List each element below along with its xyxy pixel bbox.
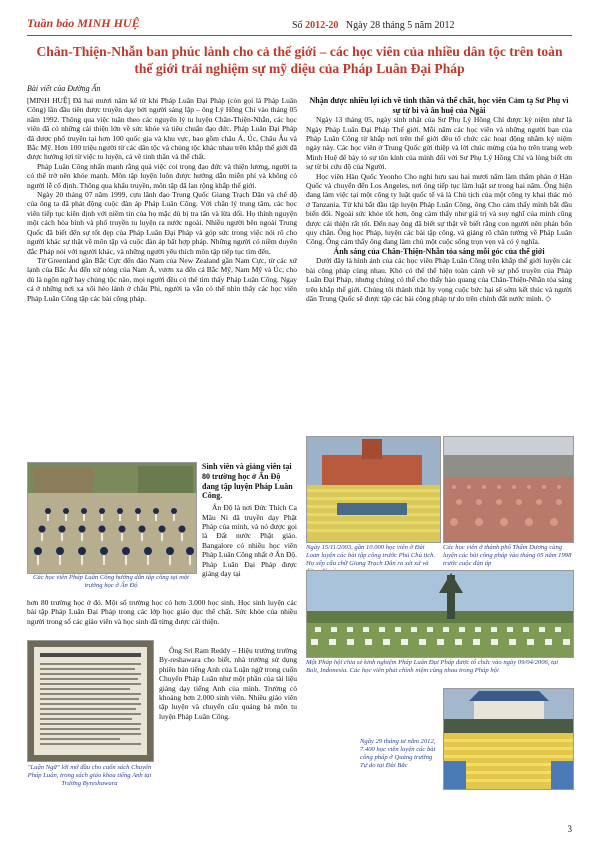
lunyu-book-photo: [27, 640, 154, 762]
paragraph: [MINH HUỆ] Đã hai mươi năm kể từ khi Pháp Luân Đại Pháp (còn gọi là Pháp Luân Công) lần đầu tiên được truyền dạy bởi người sáng lập – ông Lý Hồng Chí vào tháng 05 năm 1992. Thông qua việc tuân theo các nguyên lý tu luyện Chân-Thiện-Nhẫn, các học viên đã có những cải thiện lớn về sức khỏe và tiêu chuẩn đạo đức. Pháp Luân Đại Pháp đã được phổ truyền tại hơn 100 quốc gia và khu vực, bao gồm châu Á, Úc, Châu Âu và Bắc Mỹ. Hơn 100 triệu người từ các dân tộc và chủng tộc khác nhau trên khắp thế giới đã được hướng lợi từ việc tu luyện, cả về tinh thần và thể chất.: [27, 96, 297, 162]
reddy-section: [159, 646, 297, 721]
issue-label: Số: [292, 20, 303, 31]
taiwan-caption: Ngày 15/11/2003, gần 10.000 học viên ở Đài Loan luyện các bài tập công trước Phủ Chủ tịch. Họ xếp cấu chữ Giang Trạch Dân ra xét xử và: [306, 544, 436, 567]
india-school-photo: [27, 462, 197, 574]
liberty-square-image: [444, 689, 573, 789]
right-heading: Nhận được nhiều lợi ích về tinh thần và thể chất, học viên Cảm tạ Sư Phụ vì sự từ bi và ân huệ của Ngài: [309, 96, 569, 115]
bali-photo: [306, 570, 574, 658]
lunyu-caption: "Luận Ngữ" lời mở đầu cho cuốn sách Chuyển Pháp Luân, trong sách giáo khoa tiếng Anh tại Trường Byreshawara: [27, 764, 152, 787]
issue-date: Ngày 28 tháng 5 năm 2012: [345, 20, 455, 31]
taiwan-photo: [306, 436, 441, 543]
shenyang-image: [444, 437, 573, 542]
reddy-text: Ông Sri Ram Reddy – Hiệu trưởng trường By-reshawara cho biết, nhà trường sử dụng phiên bản tiếng Anh của Luận ngữ trong cuốn Chuyển Pháp Luân như một phần của tài liệu giảng dạy tiếng Anh của mình. Trường có khoảng hơn 2.000 sinh viên. Nhiều giáo viên tập luyện và chuyển cấu quảng bá môn tu luyện Pháp Luân Công.: [159, 646, 297, 721]
india-school-image: [28, 463, 196, 573]
paragraph: Ngày 20 tháng 07 năm 1999, cựu lãnh đạo Trung Quốc Giang Trạch Dân và chế độ của ông ta đã phát động cuộc đàn áp Pháp Luân Công. Với chân lý trung tâm, các học viên tiếp tục kiên định với niềm tin của họ mặc dù bị tra tấn và lừa dối. Họ thỉnh nguyện một cách hòa bình và phổ truyền tu luyện ra nước ngoài. Nhiều người bên ngoài Trung Quốc đã biết đến sự tốt đẹp của Pháp Luân Đại Pháp và góp sức trong việc nói rõ cho người khác sự thật về môn tập và cuộc đàn áp bất hợp pháp. Những người có niềm duyên đắc Pháp nói với người khác, và những người yêu thích môn tập tiếp tục tìm đến.: [27, 190, 297, 256]
right-column-text: [306, 96, 572, 304]
taiwan-image: [307, 437, 440, 542]
page-number: 3: [567, 824, 572, 834]
byline: Bài viết của Đường Ấn: [27, 84, 101, 93]
right-heading-2: Ánh sáng của Chân-Thiện-Nhẫn tỏa sáng mỗi góc của thế giới: [333, 246, 545, 256]
bali-caption: Một Pháp hội chia sẻ kinh nghiệm Pháp Luân Đại Pháp được tổ chức vào ngày 09/04/2006, tại Bali, Indonesia. Các học viên phát chính niệm cùng nhau trong Pháp hội: [306, 659, 559, 674]
india-text: Ấn Độ là nơi Đức Thích Ca Mâu Ni đã truyền dạy Phật Pháp của mình, và nó được gọi là Đất nước Phật giáo. Bangalore có nhiều học viên Pháp Luân Công nhất ở Ấn Độ. Pháp Luân Đại Pháp được giảng dạy tại: [202, 503, 297, 579]
article-title: Chân-Thiện-Nhẫn ban phúc lành cho cả thế giới – các học viên của nhiều dân tộc trên toàn thế giới trải nghiệm sự mỹ diệu của Pháp Luân Đại Pháp: [36, 44, 563, 76]
india-school-caption: Các học viên Pháp Luân Công hướng dẫn tập công tại một trường học ở Ấn Độ: [32, 574, 189, 589]
book-image: [28, 641, 153, 761]
issue-number: 2012-20: [305, 20, 339, 31]
shenyang-photo: [443, 436, 574, 543]
paragraph: Dưới đây là hình ảnh của các học viên Pháp Luân Công trên khắp thế giới luyện các bài công pháp cùng nhau. Khó có thể thể hiện toàn cảnh về sự phổ truyền của Pháp Luân Đại Pháp, nhưng chúng có thể cho thấy hào quang của Chân-Thiện-Nhẫn tỏa sáng trên khắp thế giới. Chúng tôi thành thật hy vọng cuộc bức hại sẽ sớm kết thúc và người dân Trung Quốc sẽ được tập các bài công pháp tự do trên chính đất nước mình. ◇: [306, 256, 572, 304]
paragraph: Từ Greenland gần Bắc Cực đến đảo Nam của New Zealand gần Nam Cực, từ các xứ lạnh của Bắc Âu đến xứ nóng của Nam Á, vươn xa đến cả Bắc Mỹ, Nam Mỹ và Úc, cho dù là ngôn ngữ hay chủng tộc nào, mọi người đều có thể tìm thấy Pháp Luân Công. Ngay cả ở những nơi xa xôi hẻo lánh ở châu Phi, người ta vẫn có thể nhìn thấy các học viên Pháp Luân Công tập các bài công pháp.: [27, 255, 297, 303]
india-section: [202, 462, 297, 578]
paragraph: Ngày 13 tháng 05, ngày sinh nhật của Sư Phụ Lý Hồng Chí được kỷ niệm như là Ngày Pháp Luân Đại Pháp Thế giới. Mỗi năm các học viên và những người bạn của Pháp Luân Công từ khắp nơi trên thế giới đều tổ chức các hoạt động nhằm kỷ niệm ngày này. Các học viên ở Trung Quốc gửi thiệp và lời chúc mừng của họ trên trang web Minh Huệ để bày tỏ sự tôn kính của mình đối với Sư Phụ Lý Hồng Chí và lòng biết ơn sự từ bi cứu độ của Người.: [306, 115, 572, 172]
paragraph: hơn 80 trường học ở đó. Một số trường học có hơn 3.000 học sinh. Học sinh luyện các bài tập Pháp Luân Đại Pháp trong các lớp học giáo dục thể chất. Sức khỏe của nhiều người trong số các giáo viên và học sinh đã từng được cải thiện.: [27, 598, 297, 626]
india-heading: Sinh viên và giảng viên tại 80 trường học ở Ấn Độ đang tập luyện Pháp Luân Công.: [202, 462, 293, 501]
issue-info: [292, 20, 455, 31]
page-header: [27, 14, 572, 36]
shenyang-caption: Các học viên ở thành phố Thẩm Dương cùng luyện các bài công pháp vào tháng 05 năm 1998 trước cuộc đàn áp: [443, 544, 572, 567]
header-rule: [27, 35, 572, 36]
paragraph: Học viên Hàn Quốc Yeonho Cho nghỉ hưu sau hai mươi năm làm thẩm phán ở Hàn Quốc và chuyển đến Los Angeles, nơi ông tiếp tục làm luật sư trong hai năm. Ông hiện đang làm việc tại một công ty luật quốc tế và là Chủ tịch của một công ty khai thác mỏ ở Tanzania. Từ khi bắt đầu tập luyện Pháp Luân Công, ông Cho cảm thấy mình bắt đầu biến đổi. Ngoài sức khỏe tốt hơn, ông cảm thấy như giá trị và suy nghĩ của mình cũng được cải thiện rất tốt. Đến nay ông đã biết sự thật về biết rằng con người nên phản bổn quy chân. Ông học Pháp, luyện các bài tập công, và giảng rõ chân tướng về Pháp Luân Công. Ông cảm thấy ông đang làm chủ một cuộc sống trọn vẹn và có ý nghĩa.: [306, 171, 572, 247]
india-continued: [27, 598, 297, 626]
bali-image: [307, 571, 573, 657]
paragraph: Pháp Luân Công nhấn mạnh rằng quá việc coi trọng đạo đức và thiện lương, người ta có thể trở nên khỏe mạnh. Môn tập luyện luôn được hướng dẫn miễn phí và không có người lễ cố định. Thông qua khẩu truyền, môn tập đã lan rộng khắp thế giới.: [27, 161, 297, 190]
liberty-caption: Ngày 29 tháng tư năm 2012, 7.400 học viên luyện các bài công pháp ở Quảng trường Tự do tại Đài Bắc: [360, 738, 436, 769]
masthead: Tuần báo MINH HUỆ: [27, 16, 140, 30]
liberty-square-photo: [443, 688, 574, 790]
left-column-text: [27, 96, 297, 303]
